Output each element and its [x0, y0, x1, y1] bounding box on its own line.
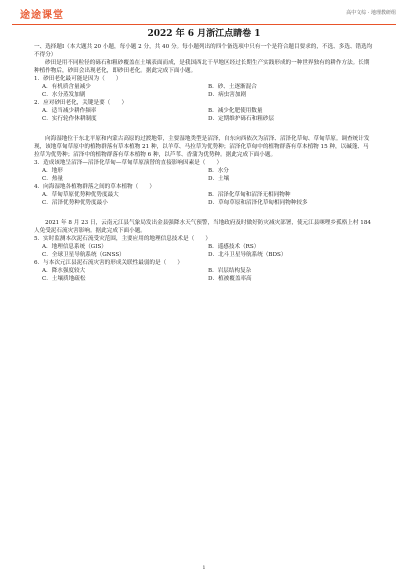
- option-a: A．地理信息系统（GIS）: [42, 244, 107, 250]
- question-2-options: [34, 107, 374, 123]
- question-3-options: [34, 167, 374, 183]
- option-b: B．减少化肥使用数量: [208, 108, 263, 114]
- option-a: A．适当减少耕作频率: [42, 108, 97, 114]
- option-b: B．砂、土逐渐混合: [208, 84, 257, 90]
- option-d: D．定期维护砾石和粗砂层: [208, 116, 275, 122]
- option-b: B．岩层结构复杂: [208, 268, 252, 274]
- option-c: C．热量: [42, 176, 64, 182]
- option-a: A．降水强度较大: [42, 268, 86, 274]
- header-subtitle: 高中文综 · 地理教研组: [346, 10, 396, 16]
- option-a: A．地形: [42, 168, 63, 174]
- option-d: D．土壤: [208, 176, 230, 182]
- option-b: B．遥感技术（RS）: [208, 244, 260, 250]
- passage-3: 2021 年 8 月 23 日，云南元江县气象局发出金县强降水天气预警，当地政府及时做好防灾减灾部署，使元江县咪哩乡孤格上村 184 人免受泥石流灾害影响。据此完成下面小题。: [34, 220, 371, 234]
- question-6-stem: 6．与本次元江县泥石流灾害的形成关联性最弱的是（ ）: [34, 260, 183, 266]
- question-4-options: [34, 191, 374, 207]
- page-header: [0, 0, 408, 26]
- passage-2: 向海湿地位于东北平原和内蒙古高原的过渡地带，主要湿地类型是沼泽，自东向西依次为沼泽、沼泽化草甸、草甸草原。调查统计发现，该地草甸草原中的植物群落有草本植物 21 种，以羊草、马拉草为优势种；沼泽化草甸中的植物群落有草本植物 15 种，以碱蓬、马拉草为优势种；沼泽中的植物群落有草本植物 6 种，以芦苇、香蒲为优势种。据此完成下面小题。: [34, 136, 370, 158]
- spacer: [34, 207, 374, 219]
- question-5-options: [34, 243, 374, 259]
- exam-title: 2022 年 6 月浙江点睛卷 1: [147, 29, 261, 39]
- option-c: C．全球卫星导航系统（GNSS）: [42, 252, 125, 258]
- page-number: 1: [202, 565, 206, 571]
- option-c: C．实行轮作休耕制度: [42, 116, 97, 122]
- option-b: B．水分: [208, 168, 229, 174]
- brand-logo: 途途课堂: [20, 9, 64, 21]
- option-d: D．北斗卫星导航系统（BDS）: [208, 252, 287, 258]
- question-5-stem: 5．实时监测本次泥石流受灾范围，主要应用的地理信息技术是（ ）: [34, 236, 211, 242]
- question-1-stem: 1．砂田老化最可能是因为（ ）: [34, 76, 122, 82]
- option-c: C．沼泽优势种优势度最小: [42, 200, 108, 206]
- spacer: [34, 123, 374, 135]
- option-c: C．水分蒸发加剧: [42, 92, 86, 98]
- question-4-stem: 4．向海湿地各植物群落之间的草本植物（ ）: [34, 184, 156, 190]
- option-a: A．有机质含量减少: [42, 84, 91, 90]
- option-d: D．病虫害加剧: [208, 92, 247, 98]
- question-2-stem: 2．应对砂田老化，关键是要（ ）: [34, 100, 128, 106]
- passage-1: 砂田是用不同粒径的砾石和粗砂覆盖在土壤表面而成，是我国西北干旱地区经过长期生产实践形成的一种世界独有的耕作方法。长期种植作物后，砂田会出现老化，即砂田老化。据此完成下面小题。: [34, 60, 370, 74]
- document-body: [34, 28, 374, 283]
- option-c: C．土壤质地疏松: [42, 276, 86, 282]
- option-a: A．草甸草原优势种优势度最大: [42, 192, 119, 198]
- option-d: D．植被覆盖率高: [208, 276, 252, 282]
- question-3-stem: 3．造成该地呈沼泽—沼泽化草甸—草甸草原演替的直接影响因素是（ ）: [34, 160, 223, 166]
- option-b: B．沼泽化草甸和沼泽无相同物种: [208, 192, 291, 198]
- header-divider: [12, 24, 396, 25]
- section-instructions: 一、选择题Ⅰ（本大题共 20 小题，每小题 2 分，共 40 分。每小题列出的四个备选项中只有一个是符合题目要求的，不选、多选、错选均不得分）: [34, 44, 373, 58]
- question-1-options: [34, 83, 374, 99]
- question-6-options: [34, 267, 374, 283]
- option-d: D．草甸草原和沼泽化草甸相同物种较多: [208, 200, 308, 206]
